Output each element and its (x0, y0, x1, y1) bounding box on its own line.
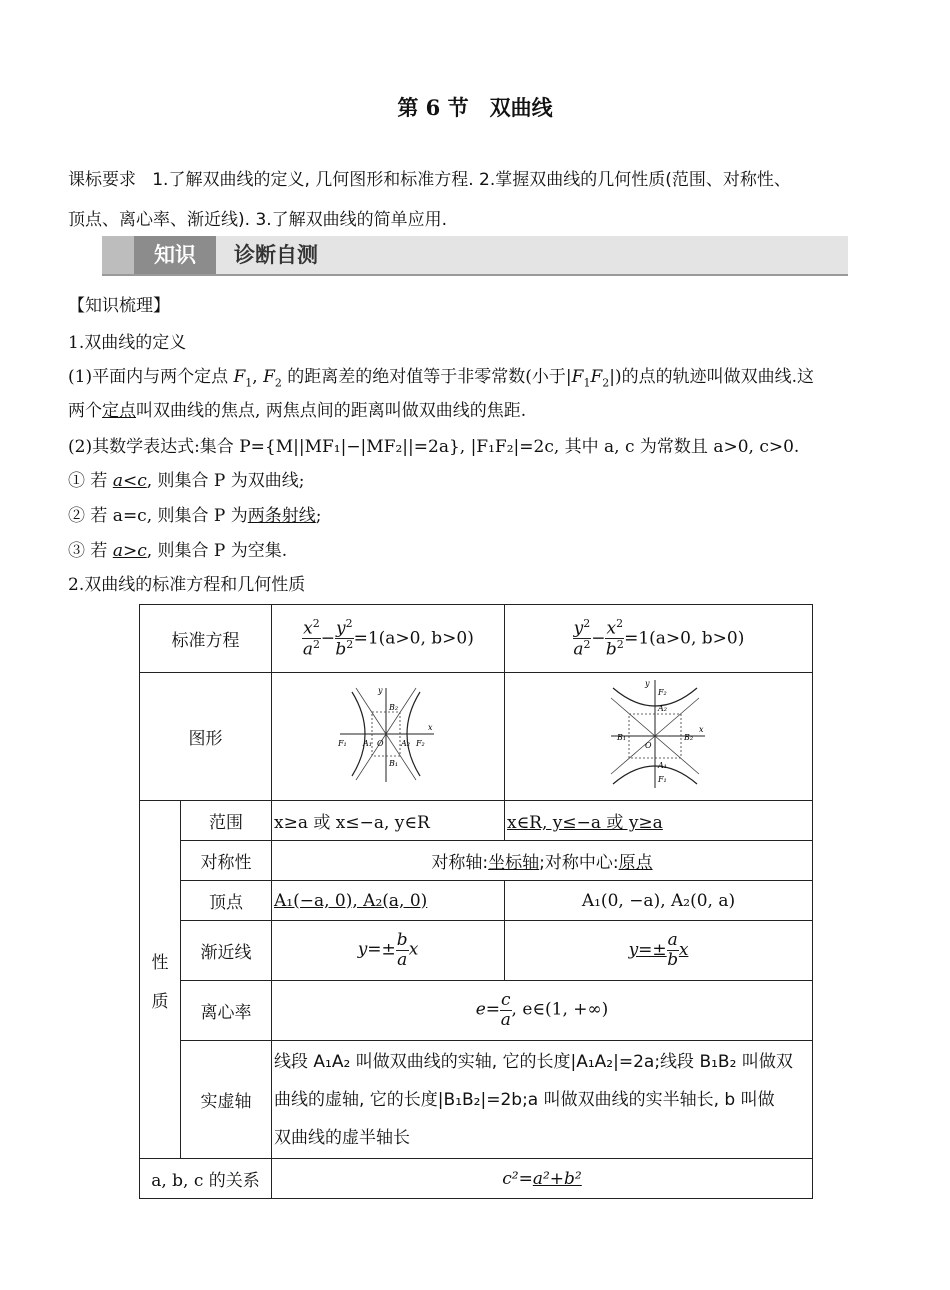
range-x-axis: x≥a 或 x≤−a, y∈R (272, 801, 505, 841)
svg-text:O: O (377, 739, 384, 748)
axes-label: 实虚轴 (181, 1041, 272, 1159)
asymptote-y-axis: y=± $\frac{a}{b}$ x (505, 921, 813, 981)
svg-text:O: O (644, 741, 652, 750)
graph-y-axis-hyperbola (505, 673, 813, 801)
table-row (140, 981, 813, 1041)
banner-text: 诊断自测 (234, 243, 318, 267)
vertex-x-axis: A₁(−a, 0), A₂(a, 0) (272, 881, 505, 921)
svg-text:B₁: B₁ (616, 733, 626, 742)
table-row (140, 673, 813, 801)
svg-text:A₂: A₂ (401, 739, 410, 748)
asymptote-x-axis: y=± $\frac{b}{a}$ x (272, 921, 505, 981)
hyperbola-properties-table (139, 604, 813, 1199)
svg-text:F₁: F₁ (338, 739, 347, 748)
case-2: ② 若 a=c, 则集合 P 为两条射线; (68, 506, 322, 526)
case-1: ① 若 a<c, 则集合 P 为双曲线; (68, 471, 305, 491)
svg-text:F₂: F₂ (416, 739, 425, 748)
requirements-line1: 1.了解双曲线的定义, 几何图形和标准方程. 2.掌握双曲线的几何性质(范围、对称性、 (152, 170, 791, 190)
vertex-y-axis: A₁(0, −a), A₂(0, a) (505, 881, 813, 921)
table-title: 2.双曲线的标准方程和几何性质 (68, 575, 306, 595)
svg-text:y: y (644, 679, 650, 688)
graph-label: 图形 (140, 673, 272, 801)
vertex-label: 顶点 (181, 881, 272, 921)
banner-label: 知识 (134, 236, 216, 274)
section-banner (102, 236, 848, 276)
section-head: 【知识梳理】 (68, 296, 170, 316)
case-3: ③ 若 a>c, 则集合 P 为空集. (68, 541, 288, 561)
abc-relation-label: a, b, c 的关系 (140, 1159, 272, 1199)
svg-text:B₂: B₂ (389, 703, 399, 712)
eccentricity-value: e= $\frac{c}{a}$ , e∈(1, +∞) (272, 981, 813, 1041)
table-row (140, 801, 813, 841)
requirements-line2: 顶点、离心率、渐近线). 3.了解双曲线的简单应用. (68, 210, 448, 230)
definition-2: (2)其数学表达式:集合 P={M||MF₁|−|MF₂||=2a}, |F₁F₂|=2c, 其中 a, c 为常数且 a>0, c>0. (68, 437, 800, 457)
axes-description: 线段 A₁A₂ 叫做双曲线的实轴, 它的长度|A₁A₂|=2a;线段 B₁B₂ 叫做双 曲线的虚轴, 它的长度|B₁B₂|=2b;a 叫做双曲线的实半轴长, b 叫做 双曲线的虚半轴长 (272, 1041, 813, 1159)
svg-text:A₁: A₁ (657, 761, 667, 770)
range-label: 范围 (181, 801, 272, 841)
definition-1-line2: 两个定点叫双曲线的焦点, 两焦点间的距离叫做双曲线的焦距. (68, 401, 527, 421)
table-row (140, 605, 813, 673)
abc-relation-value: c²=a²+b² (272, 1159, 813, 1199)
table-row (140, 881, 813, 921)
table-row (140, 841, 813, 881)
svg-text:B₂: B₂ (683, 733, 693, 742)
symmetry-label: 对称性 (181, 841, 272, 881)
svg-text:x: x (428, 723, 433, 732)
hyperbola-vertical-figure (609, 678, 709, 790)
definition-title: 1.双曲线的定义 (68, 333, 187, 353)
page-title: 第 6 节 双曲线 (397, 95, 553, 120)
graph-x-axis-hyperbola (272, 673, 505, 801)
symmetry-value: 对称轴:坐标轴;对称中心:原点 (272, 841, 813, 881)
requirements-label: 课标要求 (68, 170, 136, 190)
svg-text:A₁: A₁ (363, 739, 372, 748)
equation-y-axis: $\frac{y^2}{a^2}$ − $\frac{x^2}{b^2}$ =1(a>0, b>0) (505, 605, 813, 673)
properties-label: 性 质 (140, 801, 181, 1159)
table-row (140, 1041, 813, 1159)
range-y-axis: x∈R, y≤−a 或 y≥a (505, 801, 813, 841)
asymptote-label: 渐近线 (181, 921, 272, 981)
svg-text:y: y (378, 686, 383, 695)
svg-text:F₂: F₂ (657, 688, 667, 697)
svg-text:A₂: A₂ (657, 704, 667, 713)
hyperbola-horizontal-figure (338, 684, 438, 784)
table-row (140, 921, 813, 981)
curriculum-requirements (68, 160, 888, 240)
eccentricity-label: 离心率 (181, 981, 272, 1041)
eq-label: 标准方程 (140, 605, 272, 673)
definition-1-line1: (1)平面内与两个定点 $F_1$, $F_2$ 的距离差的绝对值等于非零常数(小于$|F_1F_2|$)的点的轨迹叫做双曲线.这 (68, 367, 815, 390)
equation-x-axis: $\frac{x^2}{a^2}$ − $\frac{y^2}{b^2}$ =1(a>0, b>0) (272, 605, 505, 673)
svg-text:x: x (698, 725, 704, 734)
svg-text:B₁: B₁ (389, 759, 399, 768)
table-row (140, 1159, 813, 1199)
svg-text:F₁: F₁ (657, 775, 667, 784)
